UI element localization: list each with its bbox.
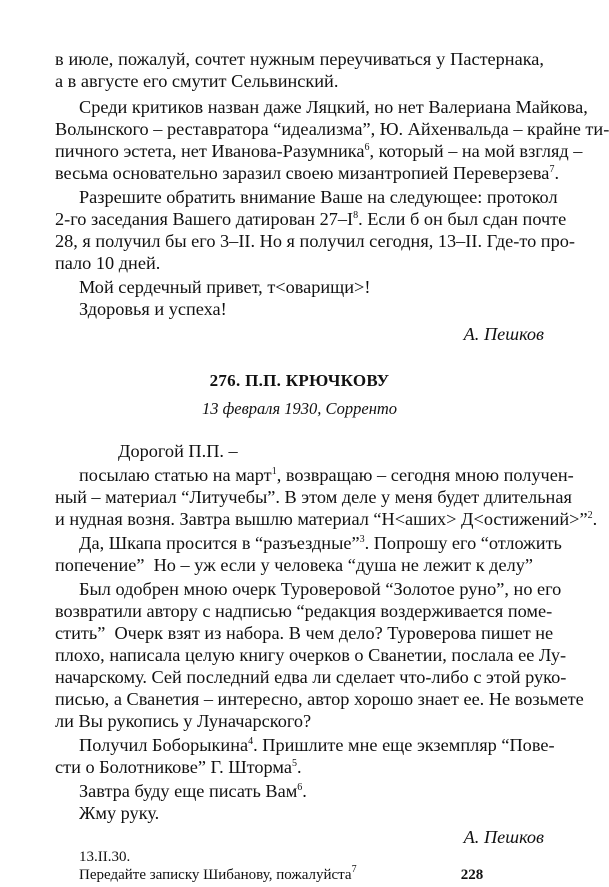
text-line: а в августе его смутит Сельвинский. — [55, 71, 339, 91]
text-line: 2-го заседания Вашего датирован $27-I^8$. Если б он был сдан почте — [55, 209, 567, 229]
footnote-marker: 4 — [248, 736, 254, 747]
footnote-marker: 3 — [359, 534, 365, 545]
text-line: и нудная возня. Завтра вышлю материал “Н<аших> Д<остижений>”$^2$. — [55, 509, 598, 529]
text-line: Здоровья и успеха! — [79, 299, 227, 319]
text-line: Среди критиков назван даже Ляцкий, но нет Валериана Майкова, — [79, 97, 588, 117]
postscript-date: 13.II.30. — [79, 849, 131, 865]
text-line: Волынского – реставратора “идеализма”, Ю. Айхенвальда – крайне ти- — [55, 119, 609, 139]
salutation: Дорогой П.П. – — [118, 441, 238, 461]
text-line: Завтра буду еще писать Вам$^6$. — [79, 781, 307, 801]
text-line: Жму руку. — [79, 803, 160, 823]
text-line: посылаю статью на март$^1$, возвращаю – сегодня мною получен- — [79, 465, 574, 485]
footnote-marker: 8 — [353, 210, 359, 221]
signature: А. Пешков — [463, 827, 544, 847]
text-line: Да, Шкапа просится в “разъездные”$^3$. Попрошу его “отложить — [79, 533, 562, 553]
letter-heading: 276. П.П. КРЮЧКОВУ — [209, 371, 390, 390]
text-line: ный – материал “Литучебы”. В этом деле у меня будет длительная — [55, 487, 572, 507]
footnote-marker: 2 — [587, 510, 593, 521]
text-line: Разрешите обратить внимание Ваше на следующее: протокол — [79, 187, 558, 207]
footnote-marker: 7 — [351, 864, 357, 875]
footnote-marker: 6 — [297, 782, 303, 793]
text-line: Был одобрен мною очерк Туроверовой “Золотое руно”, но его — [79, 579, 562, 599]
footnote-marker: 5 — [291, 758, 297, 769]
text-line: стить” Очерк взят из набора. В чем дело? Туроверова пишет не — [55, 623, 554, 643]
page-number: 228 — [460, 867, 484, 883]
text-line: писью, а Сванетия – интересно, автор хорошо знает ее. Не возьмете — [55, 689, 584, 709]
text-line: попечение” Но – уж если у человека “душа не лежит к делу” — [55, 555, 533, 575]
text-line: ли Вы рукопись у Луначарского? — [55, 711, 312, 731]
text-line: сти о Болотникове” Г. Шторма$^5$. — [55, 757, 302, 777]
text-line: весьма основательно заразил своею мизантропией Переверзева$^7$. — [55, 163, 560, 183]
letter-dateline: 13 февраля 1930, Сорренто — [201, 399, 398, 418]
footnote-marker: 6 — [364, 142, 370, 153]
text-line: пичного эстета, нет Иванова-Разумника$^6$, который – на мой взгляд – — [55, 141, 583, 161]
text-line: начарскому. Сей последний едва ли сделает что-либо с этой руко- — [55, 667, 567, 687]
text-line: плохо, написала целую книгу очерков о Сванетии, послала ее Лу- — [55, 645, 567, 665]
text-line: Мой сердечный привет, т<оварищи>! — [79, 277, 371, 297]
text-line: возвратили автору с надписью “редакция воздерживается поме- — [55, 601, 553, 621]
text-line: 28, я получил бы его 3–II. Но я получил сегодня, 13–II. Где-то про- — [55, 231, 575, 251]
text-line: Получил Боборыкина$^4$. Пришлите мне еще экземпляр “Пове- — [79, 735, 555, 755]
signature: А. Пешков — [463, 324, 544, 344]
text-line: пало 10 дней. — [55, 253, 161, 273]
footnote-marker: 1 — [271, 466, 277, 477]
footnote-marker: 7 — [549, 164, 555, 175]
text-line: в июле, пожалуй, сочтет нужным переучиваться у Пастернака, — [55, 49, 544, 69]
postscript-text: Передайте записку Шибанову, пожалуйста$^7$ — [79, 864, 357, 883]
